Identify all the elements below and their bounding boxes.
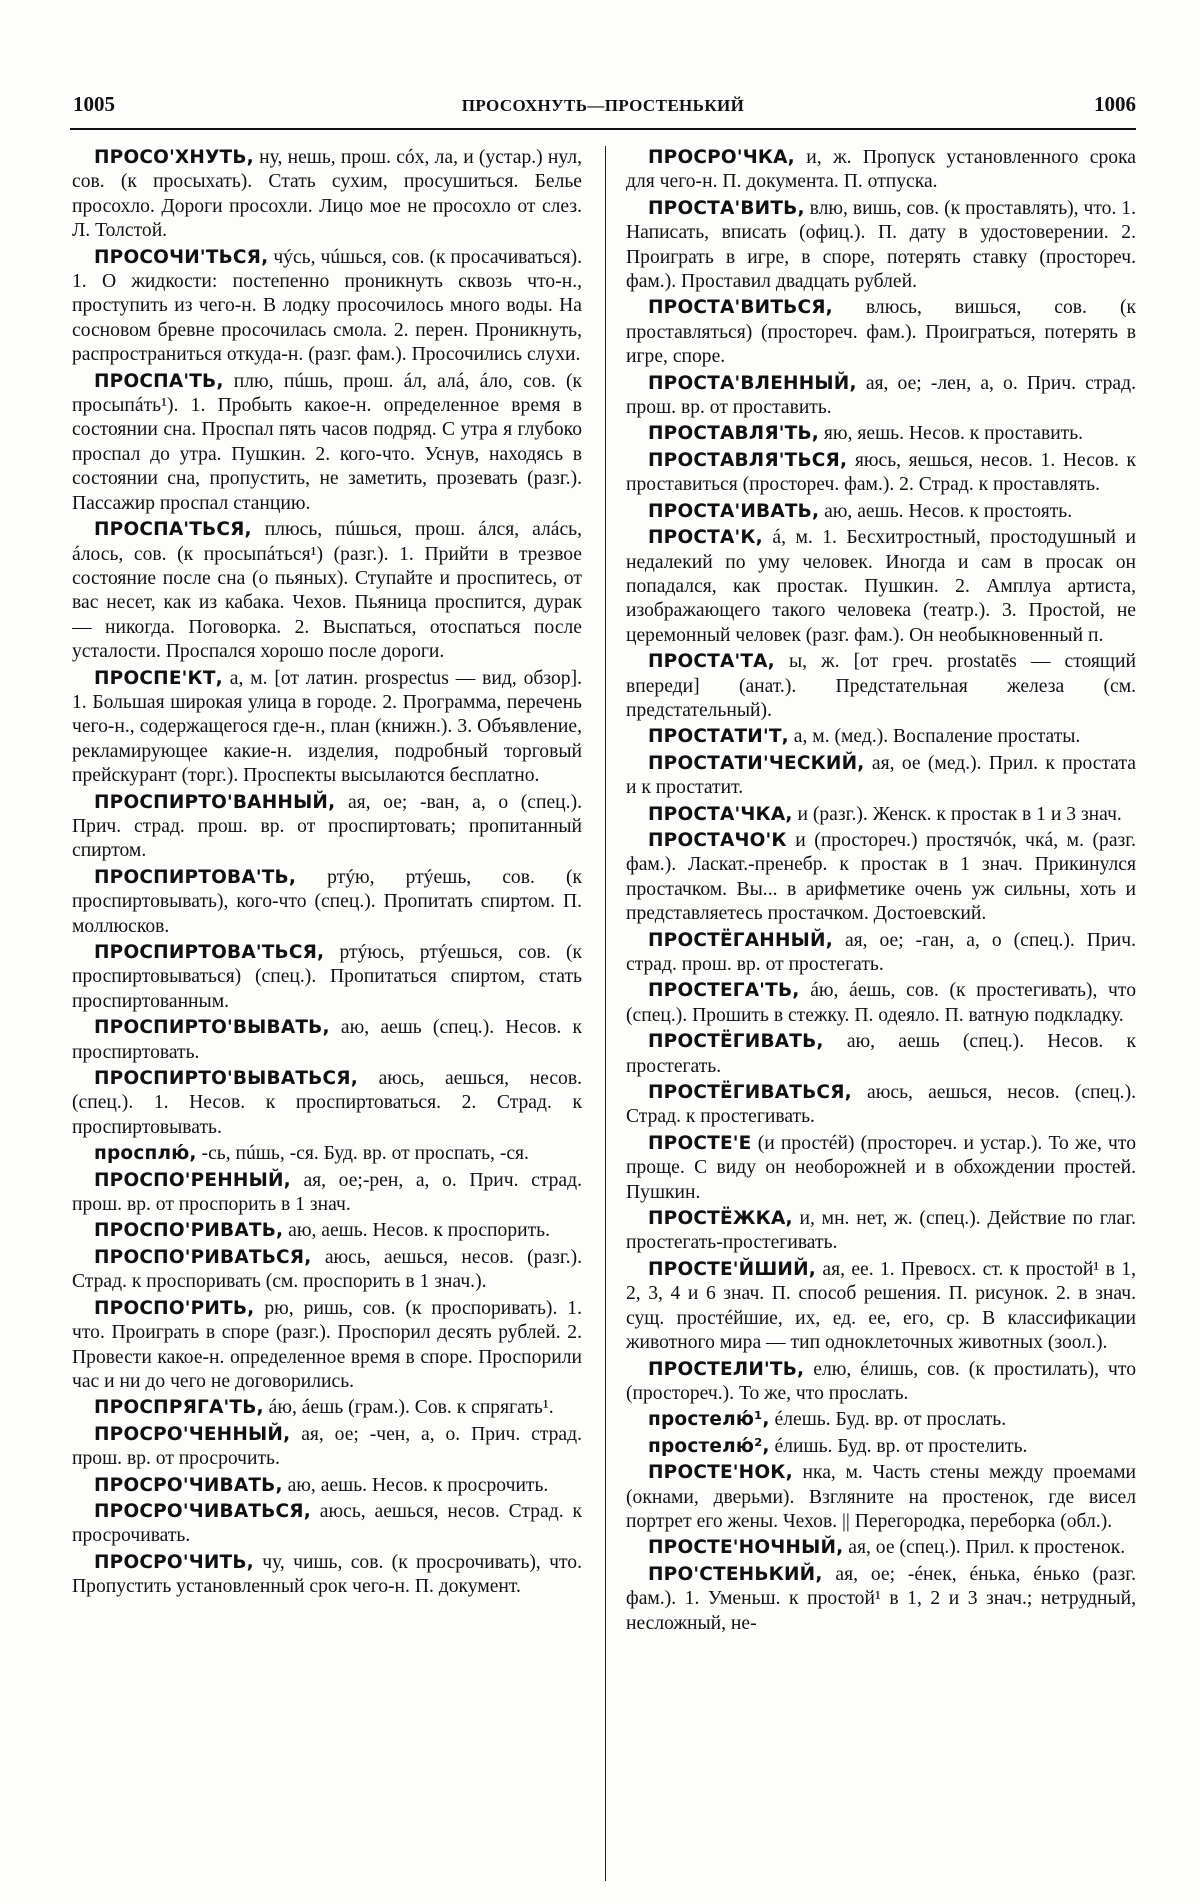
dictionary-entry xyxy=(72,1474,582,1498)
entry-definition: -сь, пúшь, -ся. Буд. вр. от проспать, -ся. xyxy=(196,1143,529,1165)
entry-definition: аюсь, аешься, несов. (разг.). Страд. к проспоривать (см. проспорить в 1 знач.). xyxy=(72,1246,582,1293)
entry-definition: аюсь, аешься, несов. (спец.). 1. Несов. к проспиртоваться. 2. Страд. к проспиртовывать. xyxy=(72,1068,582,1138)
dictionary-entry xyxy=(626,752,1136,801)
dictionary-entry xyxy=(72,1297,582,1395)
entry-definition: нка, м. Часть стены между проемами (окнами, дверьми). Взгляните на простенок, где висел портрет его жены. Чехов. || Перегородка, переборка (обл.). xyxy=(626,1462,1136,1532)
dictionary-entry xyxy=(626,803,1136,827)
entry-definition: ая, ое (спец.). Прил. к простенок. xyxy=(843,1537,1126,1559)
entry-headword: ПРОСПИРТО'ВЫВАТЬ, xyxy=(94,1017,330,1039)
entry-headword: ПРОСТЕ'ЙШИЙ, xyxy=(648,1258,816,1280)
entry-definition: и (разг.). Женск. к простак в 1 и 3 знач. xyxy=(792,803,1122,825)
entry-headword: ПРОСРО'ЧЕННЫЙ, xyxy=(94,1423,291,1445)
dictionary-entry xyxy=(626,1132,1136,1205)
dictionary-entry xyxy=(626,1258,1136,1356)
entry-definition: ая, ое; -ван, а, о (спец.). Прич. страд. прош. вр. от проспиртовать; пропитанный спиртом. xyxy=(72,791,582,862)
dictionary-entry xyxy=(72,1016,582,1065)
column-divider xyxy=(605,146,606,1881)
entry-definition: аюсь, аешься, несов. (спец.). Страд. к простегивать. xyxy=(626,1082,1136,1128)
dictionary-entry xyxy=(626,929,1136,978)
dictionary-entry xyxy=(626,449,1136,498)
dictionary-entry xyxy=(626,1081,1136,1130)
entry-definition: аюсь, аешься, несов. Страд. к просрочивать. xyxy=(72,1500,582,1547)
entry-headword: ПРОСТЕЛИ'ТЬ, xyxy=(648,1358,805,1380)
entry-headword: ПРОСОЧИ'ТЬСЯ, xyxy=(94,246,269,268)
dictionary-entry xyxy=(626,500,1136,524)
entry-definition: плюсь, пúшься, прош. áлся, алáсь, áлось, сов. (к просыпáться¹) (разг.). 1. Прийти в трезвое состояние после сна (о пьяных). Ступайте и проспитесь, от вас несет, как из кабака. Чехов. Пьяница проспится, дурак — никогда. Поговорка. 2. Выспаться, отоспаться после усталости. Проспался хорошо после дороги. xyxy=(72,519,582,663)
entry-headword: ПРОСТА'ВЛЕННЫЙ, xyxy=(648,372,857,394)
dictionary-entry xyxy=(72,146,582,244)
entry-headword: ПРОСТЕ'НОЧНЫЙ, xyxy=(648,1537,844,1559)
dictionary-entry xyxy=(626,1358,1136,1407)
entry-headword: ПРОСТАТИ'Т, xyxy=(648,726,789,748)
dictionary-entry xyxy=(626,296,1136,369)
entry-definition: áю, áешь, сов. (к простегивать), что (спец.). Прошить в стежку. П. одеяло. П. ватную подкладку. xyxy=(626,980,1136,1026)
entry-definition: ая, ое; -чен, а, о. Прич. страд. прош. вр. от просрочить. xyxy=(72,1423,582,1470)
entry-definition: ну, нешь, прош. сóх, ла, и (устар.) нул, сов. (к просыхать). Стать сухим, просушиться. Белье просохло. Дороги просохли. Лицо мое не просохло от слез. Л. Толстой. xyxy=(72,147,582,242)
dictionary-entry xyxy=(72,1246,582,1295)
dictionary-entry xyxy=(72,1067,582,1140)
dictionary-entry xyxy=(626,1536,1136,1560)
entry-definition: рю, ришь, сов. (к проспоривать). 1. что. Проиграть в споре (разг.). Проспорил десять рублей. 2. Провести какое-н. определенное время в споре. Проспорили час и ни до чего не договорились. xyxy=(72,1297,582,1392)
entry-definition: аю, аешь (спец.). Несов. к простегать. xyxy=(626,1031,1136,1077)
entry-headword: ПРОСТЕ'Е xyxy=(648,1132,752,1154)
entry-headword: просплю́, xyxy=(94,1143,197,1165)
entry-headword: ПРОСТА'ВИТЬСЯ, xyxy=(648,297,833,319)
entry-headword: ПРОСПО'РИВАТЬСЯ, xyxy=(94,1246,312,1268)
entry-headword: ПРОСТА'К, xyxy=(648,527,763,549)
entry-headword: простелю́¹, xyxy=(648,1409,770,1431)
dictionary-entry xyxy=(72,1500,582,1549)
entry-headword: простелю́², xyxy=(648,1435,770,1457)
entry-definition: ая, ое;-рен, а, о. Прич. страд. прош. вр. от проспорить в 1 знач. xyxy=(72,1169,582,1216)
dictionary-entry xyxy=(626,1030,1136,1079)
entry-headword: ПРОСПА'ТЬСЯ, xyxy=(94,519,252,541)
entry-definition: (и простéй) (простореч. и устар.). То же, что проще. С виду он необорожней и в обхождении простей. Пушкин. xyxy=(626,1132,1136,1203)
dictionary-entry xyxy=(626,829,1136,927)
page-header xyxy=(70,92,1136,126)
dictionary-entry xyxy=(72,941,582,1014)
entry-headword: ПРОСТЕГА'ТЬ, xyxy=(648,980,800,1002)
entry-definition: а, м. (мед.). Воспаление простаты. xyxy=(788,726,1081,748)
entry-definition: яюсь, яешься, несов. 1. Несов. к проставиться (простореч. фам.). 2. Страд. к проставлять. xyxy=(626,449,1136,496)
dictionary-entry xyxy=(626,422,1136,446)
entry-definition: яю, яешь. Несов. к проставить. xyxy=(819,423,1084,445)
right-column xyxy=(626,146,1136,1881)
entry-headword: ПРОСТЁГИВАТЬСЯ, xyxy=(648,1082,852,1104)
entry-definition: чýсь, чúшься, сов. (к просачиваться). 1. О жидкости: постепенно проникнуть сквозь что-н., проступить из чего-н. В лодку просочилось много воды. На сосновом бревне просочилась смола. 2. перен. Проникнуть, распространиться откуда-н. (разг. фам.). Просочились слухи. xyxy=(72,246,582,366)
entry-headword: ПРОСПА'ТЬ, xyxy=(94,370,224,392)
entry-definition: á, м. 1. Бесхитростный, простодушный и недалекий по уму человек. Иногда и сам в просак он попадался, как простак. Пушкин. 2. Амплуа артиста, изображающего такого человека (театр.). 3. Простой, не церемонный человек (разг. фам.). Он необыкновенный п. xyxy=(626,527,1136,646)
dictionary-entry xyxy=(626,650,1136,723)
entry-definition: елю, éлишь, сов. (к простилать), что (простореч.). То же, что прослать. xyxy=(626,1358,1136,1404)
entry-definition: éлишь. Буд. вр. от простелить. xyxy=(769,1435,1028,1457)
dictionary-entry xyxy=(626,197,1136,295)
dictionary-entry xyxy=(72,246,582,368)
entry-headword: ПРОСРО'ЧКА, xyxy=(648,147,795,168)
entry-definition: и, ж. Пропуск установленного срока для чего-н. П. документа. П. отпуска. xyxy=(626,147,1136,193)
entry-headword: ПРОСРО'ЧИВАТЬ, xyxy=(94,1474,283,1496)
dictionary-entry xyxy=(626,526,1136,648)
entry-definition: аю, аешь. Несов. к просрочить. xyxy=(282,1474,549,1496)
entry-headword: ПРОСПО'РИВАТЬ, xyxy=(94,1220,284,1242)
running-title: ПРОСОХНУТЬ—ПРОСТЕНЬКИЙ xyxy=(461,96,745,115)
entry-headword: ПРОСПО'РЕННЫЙ, xyxy=(94,1169,291,1191)
dictionary-entry xyxy=(626,979,1136,1028)
dictionary-entry xyxy=(72,1169,582,1218)
dictionary-entry xyxy=(626,1435,1136,1459)
entry-definition: влю, вишь, сов. (к проставлять), что. 1. Написать, вписать (офиц.). П. дату в удостоверении. 2. Проиграть в игре, в споре, потерять ставку (простореч. фам.). Проставил двадцать рублей. xyxy=(626,197,1136,293)
entry-definition: а, м. [от латин. prospectus — вид, обзор]. 1. Большая широкая улица в городе. 2. Программа, перечень чего-н., содержащегося где-н., план (книжн.). 3. Объявление, рекламирующее какие-н. изделия, подробный торговый прейскурант (торг.). Проспекты высылаются бесплатно. xyxy=(72,667,582,787)
entry-definition: аю, аешь. Несов. к проспорить. xyxy=(283,1220,550,1242)
entry-definition: ая, ое; -лен, а, о. Прич. страд. прош. вр. от проставить. xyxy=(626,372,1136,419)
entry-definition: влюсь, вишься, сов. (к проставляться) (простореч. фам.). Проиграться, потерять в игре, споре. xyxy=(626,297,1136,368)
entry-headword: ПРОСТЁГАННЫЙ, xyxy=(648,929,833,951)
entry-definition: ртýюсь, ртýешься, сов. (к проспиртовываться) (спец.). Пропитаться спиртом, стать проспиртованным. xyxy=(72,942,582,1012)
dictionary-entry xyxy=(626,146,1136,195)
dictionary-entry xyxy=(72,1219,582,1243)
page-number-right: 1006 xyxy=(1094,92,1136,116)
entry-definition: ая, ое (мед.). Прил. к простата и к простатит. xyxy=(626,752,1136,799)
entry-headword: ПРОСРО'ЧИВАТЬСЯ, xyxy=(94,1500,311,1522)
dictionary-entry xyxy=(626,1207,1136,1256)
entry-definition: ы, ж. [от греч. prostatēs — стоящий впереди] (анат.). Предстательная железа (см. предстательный). xyxy=(626,651,1136,721)
entry-headword: ПРОСТА'ЧКА, xyxy=(648,803,793,825)
entry-headword: ПРОСТЁГИВАТЬ, xyxy=(648,1031,824,1053)
dictionary-entry xyxy=(72,1396,582,1420)
entry-definition: чу, чишь, сов. (к просрочивать), что. Пропустить установленный срок чего-н. П. документ. xyxy=(72,1551,582,1598)
entry-headword: ПРОСТАЧО'К xyxy=(648,829,787,851)
dictionary-entry xyxy=(72,1142,582,1166)
entry-definition: ая, ое; -éнек, éнька, éнько (разг. фам.). 1. Уменьш. к простой¹ в 1, 2 и 3 знач.; нетрудный, несложный, не- xyxy=(626,1563,1136,1634)
entry-definition: плю, пúшь, прош. áл, алá, áло, сов. (к просыпáть¹). 1. Пробыть какое-н. определенное время в состоянии сна. Проспал пять часов подряд. С утра я глубоко проспал до утра. Пушкин. 2. кого-что. Уснув, находясь в состоянии сна, пропустить, не заметить, прозевать (разг.). Пассажир проспал станцию. xyxy=(72,370,582,514)
page-number-left: 1005 xyxy=(73,92,115,116)
entry-headword: ПРО'СТЕНЬКИЙ, xyxy=(648,1563,823,1585)
entry-headword: ПРОСТА'ТА, xyxy=(648,651,775,673)
entry-definition: и (простореч.) простячóк, чкá, м. (разг. фам.). Ласкат.-пренебр. к простак в 1 знач. Прикинулся простачком. Вы... в арифметике очень уж сильны, хоть и представляетесь простачком. Достоевский. xyxy=(626,829,1136,925)
dictionary-entry xyxy=(626,1408,1136,1432)
dictionary-entry xyxy=(72,1551,582,1600)
entry-definition: éлешь. Буд. вр. от прослать. xyxy=(769,1409,1007,1431)
dictionary-entry xyxy=(72,791,582,864)
entry-definition: и, мн. нет, ж. (спец.). Действие по глаг. простегать-простегивать. xyxy=(626,1208,1136,1254)
entry-headword: ПРОСПРЯГА'ТЬ, xyxy=(94,1397,264,1419)
entry-definition: аю, аешь (спец.). Несов. к проспиртовать. xyxy=(72,1017,582,1063)
dictionary-entry xyxy=(72,866,582,939)
entry-headword: ПРОСПИРТОВА'ТЬ, xyxy=(94,866,297,888)
dictionary-entry xyxy=(626,1461,1136,1534)
entry-definition: аю, аешь. Несов. к простоять. xyxy=(819,500,1073,522)
entry-definition: ртýю, ртýешь, сов. (к проспиртовывать), кого-что (спец.). Пропитать спиртом. П. моллюсков. xyxy=(72,866,582,937)
entry-headword: ПРОСТА'ИВАТЬ, xyxy=(648,500,820,522)
dictionary-entry xyxy=(72,1423,582,1472)
entry-headword: ПРОСПО'РИТЬ, xyxy=(94,1297,255,1319)
dictionary-entry xyxy=(72,667,582,789)
dictionary-entry xyxy=(626,1563,1136,1636)
entry-headword: ПРОСТА'ВИТЬ, xyxy=(648,197,805,219)
entry-headword: ПРОСТАТИ'ЧЕСКИЙ, xyxy=(648,752,865,774)
dictionary-entry xyxy=(72,370,582,516)
entry-headword: ПРОСПИРТО'ВАННЫЙ, xyxy=(94,791,336,813)
left-column xyxy=(72,146,582,1881)
entry-headword: ПРОСПЕ'КТ, xyxy=(94,667,223,689)
entry-headword: ПРОСТЁЖКА, xyxy=(648,1208,793,1230)
entry-headword: ПРОСО'ХНУТЬ, xyxy=(94,147,254,168)
entry-headword: ПРОСПИРТОВА'ТЬСЯ, xyxy=(94,942,325,963)
entry-headword: ПРОСТЕ'НОК, xyxy=(648,1462,793,1484)
entry-headword: ПРОСТАВЛЯ'ТЬ, xyxy=(648,423,820,445)
entry-definition: ая, ее. 1. Превосх. ст. к простой¹ в 1, 2, 3, 4 и 6 знач. П. способ решения. П. рисунок. 2. в знач. сущ. простéйшие, их, ед. ее, его, ср. В классификации животного мира — тип одноклеточных животных (зоол.). xyxy=(626,1258,1136,1354)
dictionary-entry xyxy=(626,725,1136,749)
dictionary-entry xyxy=(72,518,582,664)
dictionary-entry xyxy=(626,372,1136,421)
header-rule xyxy=(70,128,1136,130)
entry-definition: áю, áешь (грам.). Сов. к спрягать¹. xyxy=(263,1397,554,1419)
entry-definition: ая, ое; -ган, а, о (спец.). Прич. страд. прош. вр. от простегать. xyxy=(626,929,1136,975)
entry-headword: ПРОСПИРТО'ВЫВАТЬСЯ, xyxy=(94,1068,358,1090)
entry-headword: ПРОСРО'ЧИТЬ, xyxy=(94,1551,254,1573)
entry-headword: ПРОСТАВЛЯ'ТЬСЯ, xyxy=(648,449,848,471)
